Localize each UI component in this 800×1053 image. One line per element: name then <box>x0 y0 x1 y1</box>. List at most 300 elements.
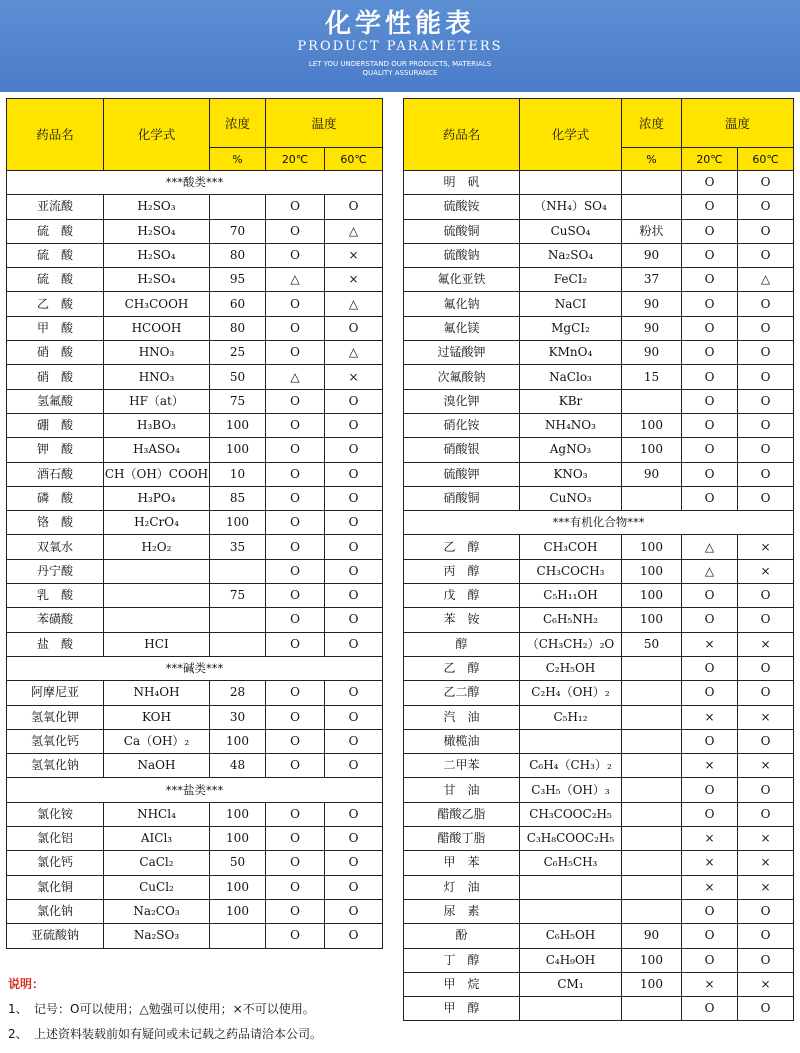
rating-60c: × <box>325 268 383 292</box>
rating-20c: O <box>266 681 325 705</box>
tagline: LET YOU UNDERSTAND OUR PRODUCTS, MATERIALS <box>308 60 492 68</box>
rating-20c: O <box>682 171 738 195</box>
concentration: 60 <box>210 292 266 316</box>
chemical-name: 丁 醇 <box>404 948 520 972</box>
table-row <box>404 365 794 389</box>
table-row <box>7 219 383 243</box>
chemical-name: 甲 酸 <box>7 316 104 340</box>
chemical-formula <box>520 171 622 195</box>
chemical-name: 硫酸铵 <box>404 195 520 219</box>
table-row <box>7 341 383 365</box>
chemical-name: 甲 烷 <box>404 972 520 996</box>
table-row <box>7 292 383 316</box>
chemical-formula <box>520 875 622 899</box>
table-row <box>404 219 794 243</box>
table-row <box>404 827 794 851</box>
chemical-formula: CuSO₄ <box>520 219 622 243</box>
concentration: 95 <box>210 268 266 292</box>
rating-20c: △ <box>682 559 738 583</box>
chemical-name: 阿摩尼亚 <box>7 681 104 705</box>
concentration: 100 <box>210 899 266 923</box>
table-row <box>404 997 794 1021</box>
chemical-name: 橄榄油 <box>404 729 520 753</box>
concentration <box>622 705 682 729</box>
chemical-formula: CuNO₃ <box>520 486 622 510</box>
rating-20c: O <box>266 438 325 462</box>
col-formula-header: 化学式 <box>104 99 210 171</box>
col-temp-header: 温度 <box>682 99 794 148</box>
rating-20c: O <box>266 584 325 608</box>
rating-20c: O <box>682 438 738 462</box>
table-row <box>7 389 383 413</box>
rating-60c: O <box>325 802 383 826</box>
chemical-name: 氟化钠 <box>404 292 520 316</box>
rating-60c: O <box>325 535 383 559</box>
page-subtitle: PRODUCT PARAMETERS <box>297 39 503 54</box>
chemical-name: 亚流酸 <box>7 195 104 219</box>
table-row <box>404 802 794 826</box>
rating-60c: O <box>325 316 383 340</box>
table-row <box>7 754 383 778</box>
rating-20c: O <box>266 875 325 899</box>
chemical-formula: H₃ASO₄ <box>104 438 210 462</box>
chemical-name: 氯化钠 <box>7 899 104 923</box>
table-row <box>404 243 794 267</box>
concentration: 100 <box>210 802 266 826</box>
chemical-formula: Na₂SO₃ <box>104 924 210 948</box>
concentration: 90 <box>622 462 682 486</box>
chemical-formula: CuCl₂ <box>104 875 210 899</box>
table-row <box>404 413 794 437</box>
notes-section <box>8 975 322 1050</box>
section-row <box>7 778 383 802</box>
rating-60c: O <box>738 389 794 413</box>
rating-20c: O <box>266 729 325 753</box>
note-text: 记号：O可以使用；△勉强可以使用；×不可以使用。 <box>34 1002 315 1016</box>
rating-20c: O <box>266 486 325 510</box>
table-row <box>404 608 794 632</box>
table-row <box>7 875 383 899</box>
concentration: 90 <box>622 341 682 365</box>
chemical-name: 氯化铜 <box>7 875 104 899</box>
section-label: ***碱类*** <box>7 656 383 680</box>
chemical-name: 硝化铵 <box>404 413 520 437</box>
chemical-name: 钾 酸 <box>7 438 104 462</box>
table-row <box>404 535 794 559</box>
rating-60c: O <box>738 462 794 486</box>
chemical-name: 乙 醇 <box>404 535 520 559</box>
concentration: 100 <box>622 535 682 559</box>
concentration <box>622 389 682 413</box>
chemical-name: 溴化钾 <box>404 389 520 413</box>
concentration <box>622 486 682 510</box>
chemical-name: 乳 酸 <box>7 584 104 608</box>
rating-60c: O <box>738 316 794 340</box>
table-row <box>7 316 383 340</box>
chemical-name: 氢氧化钙 <box>7 729 104 753</box>
chemical-name: 汽 油 <box>404 705 520 729</box>
chemical-name: 亚硫酸钠 <box>7 924 104 948</box>
rating-60c: O <box>738 899 794 923</box>
concentration: 25 <box>210 341 266 365</box>
table-row <box>7 268 383 292</box>
table-row <box>7 729 383 753</box>
rating-60c: O <box>325 462 383 486</box>
rating-20c: O <box>266 341 325 365</box>
rating-60c: O <box>325 754 383 778</box>
chemical-name: 双氧水 <box>7 535 104 559</box>
rating-60c: × <box>325 243 383 267</box>
chemical-formula: NHCl₄ <box>104 802 210 826</box>
chemical-formula: C₆H₅CH₃ <box>520 851 622 875</box>
rating-60c: O <box>738 924 794 948</box>
chemical-name: 甘 油 <box>404 778 520 802</box>
table-row <box>404 778 794 802</box>
chemical-formula: NH₄NO₃ <box>520 413 622 437</box>
chemical-formula: H₂SO₄ <box>104 243 210 267</box>
rating-20c: O <box>682 365 738 389</box>
concentration: 50 <box>622 632 682 656</box>
rating-20c: × <box>682 705 738 729</box>
chemical-name: 氢氧化钠 <box>7 754 104 778</box>
rating-60c: O <box>738 171 794 195</box>
chemical-formula <box>104 584 210 608</box>
concentration <box>210 608 266 632</box>
chemical-formula: MgCI₂ <box>520 316 622 340</box>
rating-20c: O <box>266 899 325 923</box>
chemical-name: 酒石酸 <box>7 462 104 486</box>
rating-60c: O <box>325 559 383 583</box>
rating-60c: O <box>738 681 794 705</box>
note-line <box>8 1025 322 1042</box>
chemical-formula: C₅H₁₁OH <box>520 584 622 608</box>
chemical-name: 醇 <box>404 632 520 656</box>
col-conc-header: 浓度 <box>210 99 266 148</box>
chemical-formula: （NH₄）SO₄ <box>520 195 622 219</box>
chemical-formula: HCOOH <box>104 316 210 340</box>
table-row <box>404 438 794 462</box>
rating-60c: O <box>325 511 383 535</box>
chemical-formula: Ca（OH）₂ <box>104 729 210 753</box>
chemical-name: 氟化镁 <box>404 316 520 340</box>
chemical-formula: Na₂SO₄ <box>520 243 622 267</box>
col-t60-header: 60℃ <box>325 148 383 171</box>
chemical-name: 丙 醇 <box>404 559 520 583</box>
table-row <box>404 486 794 510</box>
concentration <box>622 778 682 802</box>
concentration: 100 <box>210 511 266 535</box>
rating-60c: O <box>325 705 383 729</box>
table-row <box>7 705 383 729</box>
rating-60c: O <box>325 851 383 875</box>
rating-20c: O <box>266 632 325 656</box>
chemical-formula: NaClo₃ <box>520 365 622 389</box>
chemical-formula: H₂SO₄ <box>104 219 210 243</box>
chemical-name: 乙二醇 <box>404 681 520 705</box>
rating-60c: O <box>738 584 794 608</box>
chemical-name: 尿 素 <box>404 899 520 923</box>
chemical-name: 盐 酸 <box>7 632 104 656</box>
rating-60c: O <box>738 997 794 1021</box>
rating-20c: O <box>266 559 325 583</box>
chemical-formula: C₆H₄（CH₃）₂ <box>520 754 622 778</box>
concentration: 100 <box>210 875 266 899</box>
chemical-name: 氯化铝 <box>7 827 104 851</box>
concentration: 100 <box>622 413 682 437</box>
rating-20c: △ <box>266 365 325 389</box>
rating-60c: O <box>738 948 794 972</box>
rating-20c: O <box>682 924 738 948</box>
rating-20c: O <box>682 413 738 437</box>
table-row <box>7 802 383 826</box>
chemical-formula: C₆H₅OH <box>520 924 622 948</box>
rating-60c: O <box>738 438 794 462</box>
chemical-name: 氯化铵 <box>7 802 104 826</box>
concentration: 100 <box>210 729 266 753</box>
chemical-formula: C₂H₅OH <box>520 656 622 680</box>
concentration: 90 <box>622 292 682 316</box>
rating-60c: O <box>325 413 383 437</box>
col-t20-header: 20℃ <box>682 148 738 171</box>
chemical-name: 醋酸丁脂 <box>404 827 520 851</box>
rating-60c: △ <box>325 292 383 316</box>
rating-60c: O <box>738 486 794 510</box>
chemical-formula: HCI <box>104 632 210 656</box>
concentration: 100 <box>622 608 682 632</box>
rating-20c: O <box>266 608 325 632</box>
chemical-name: 硼 酸 <box>7 413 104 437</box>
chemical-formula: KMnO₄ <box>520 341 622 365</box>
table-row <box>404 632 794 656</box>
chemical-formula: AICl₃ <box>104 827 210 851</box>
concentration: 90 <box>622 924 682 948</box>
rating-60c: O <box>325 729 383 753</box>
chemical-formula: C₅H₁₂ <box>520 705 622 729</box>
rating-60c: O <box>738 413 794 437</box>
concentration: 15 <box>622 365 682 389</box>
rating-20c: O <box>682 802 738 826</box>
chemical-name: 醋酸乙脂 <box>404 802 520 826</box>
rating-60c: O <box>738 802 794 826</box>
concentration: 50 <box>210 851 266 875</box>
table-row <box>404 268 794 292</box>
concentration <box>210 195 266 219</box>
chemical-name: 丹宁酸 <box>7 559 104 583</box>
rating-20c: O <box>682 341 738 365</box>
rating-20c: O <box>682 729 738 753</box>
chemical-name: 铬 酸 <box>7 511 104 535</box>
chemical-name: 戊 醇 <box>404 584 520 608</box>
table-row <box>7 243 383 267</box>
rating-20c: O <box>682 997 738 1021</box>
chemical-formula: H₂O₂ <box>104 535 210 559</box>
col-t20-header: 20℃ <box>266 148 325 171</box>
table-row <box>404 341 794 365</box>
chemical-formula: KBr <box>520 389 622 413</box>
rating-60c: × <box>738 754 794 778</box>
chemical-name: 苯 铵 <box>404 608 520 632</box>
col-formula-header: 化学式 <box>520 99 622 171</box>
note-number: 1、 <box>8 1002 28 1016</box>
chemical-formula: CH（OH）COOH <box>104 462 210 486</box>
chemical-name: 氢氧化钾 <box>7 705 104 729</box>
col-conc-unit: % <box>622 148 682 171</box>
rating-20c: O <box>266 924 325 948</box>
chemical-formula: HNO₃ <box>104 365 210 389</box>
table-row <box>7 608 383 632</box>
rating-60c: O <box>738 656 794 680</box>
rating-60c: × <box>738 851 794 875</box>
rating-20c: O <box>266 851 325 875</box>
header-banner <box>0 0 800 92</box>
col-temp-header: 温度 <box>266 99 383 148</box>
table-row <box>404 462 794 486</box>
rating-60c: O <box>325 584 383 608</box>
concentration: 90 <box>622 243 682 267</box>
concentration: 10 <box>210 462 266 486</box>
table-row <box>404 681 794 705</box>
chemical-formula <box>104 559 210 583</box>
left-chemical-table <box>6 98 383 949</box>
rating-20c: O <box>682 316 738 340</box>
chemical-name: 氟化亚铁 <box>404 268 520 292</box>
table-row <box>404 705 794 729</box>
concentration: 80 <box>210 316 266 340</box>
rating-20c: O <box>682 656 738 680</box>
chemical-name: 乙 酸 <box>7 292 104 316</box>
rating-60c: × <box>738 535 794 559</box>
concentration: 48 <box>210 754 266 778</box>
rating-20c: O <box>682 219 738 243</box>
rating-20c: O <box>266 802 325 826</box>
rating-20c: O <box>266 292 325 316</box>
chemical-formula: H₃PO₄ <box>104 486 210 510</box>
chemical-name: 次氟酸钠 <box>404 365 520 389</box>
table-row <box>7 462 383 486</box>
concentration: 70 <box>210 219 266 243</box>
concentration: 37 <box>622 268 682 292</box>
rating-60c: O <box>325 924 383 948</box>
chemical-name: 硫 酸 <box>7 219 104 243</box>
concentration <box>210 632 266 656</box>
chemical-name: 硝 酸 <box>7 365 104 389</box>
table-row <box>7 899 383 923</box>
chemical-formula: AgNO₃ <box>520 438 622 462</box>
rating-20c: O <box>682 899 738 923</box>
chemical-formula: CH₃COOH <box>104 292 210 316</box>
concentration: 100 <box>622 972 682 996</box>
col-name-header: 药品名 <box>7 99 104 171</box>
rating-20c: O <box>266 389 325 413</box>
chemical-formula: H₂SO₃ <box>104 195 210 219</box>
concentration: 30 <box>210 705 266 729</box>
chemical-name: 硫酸钾 <box>404 462 520 486</box>
rating-20c: O <box>266 243 325 267</box>
chemical-name: 硝酸银 <box>404 438 520 462</box>
rating-20c: O <box>266 511 325 535</box>
chemical-formula <box>520 729 622 753</box>
rating-20c: O <box>682 681 738 705</box>
section-label: ***酸类*** <box>7 171 383 195</box>
rating-20c: O <box>682 389 738 413</box>
table-row <box>404 389 794 413</box>
rating-20c: × <box>682 827 738 851</box>
table-row <box>404 924 794 948</box>
col-t60-header: 60℃ <box>738 148 794 171</box>
rating-60c: O <box>325 632 383 656</box>
chemical-name: 硫 酸 <box>7 268 104 292</box>
concentration <box>622 656 682 680</box>
table-row <box>7 365 383 389</box>
concentration <box>210 559 266 583</box>
chemical-formula: C₃H₈COOC₂H₅ <box>520 827 622 851</box>
chemical-formula: CH₃COOC₂H₅ <box>520 802 622 826</box>
rating-20c: O <box>682 486 738 510</box>
table-row <box>7 535 383 559</box>
concentration <box>622 195 682 219</box>
rating-20c: O <box>266 462 325 486</box>
concentration: 28 <box>210 681 266 705</box>
rating-60c: O <box>738 365 794 389</box>
section-row <box>404 511 794 535</box>
chemical-formula: NaOH <box>104 754 210 778</box>
rating-60c: O <box>738 341 794 365</box>
rating-20c: O <box>682 268 738 292</box>
rating-20c: O <box>266 316 325 340</box>
rating-20c: O <box>682 778 738 802</box>
table-row <box>7 413 383 437</box>
rating-20c: × <box>682 875 738 899</box>
concentration: 100 <box>210 438 266 462</box>
chemical-formula: C₄H₉OH <box>520 948 622 972</box>
chemical-name: 甲 苯 <box>404 851 520 875</box>
table-row <box>7 584 383 608</box>
rating-20c: O <box>266 535 325 559</box>
rating-60c: O <box>325 438 383 462</box>
table-row <box>7 559 383 583</box>
page-title: 化学性能表 <box>324 9 475 39</box>
concentration: 100 <box>622 948 682 972</box>
table-row <box>404 656 794 680</box>
rating-60c: O <box>325 875 383 899</box>
table-row <box>7 632 383 656</box>
chemical-name: 甲 醇 <box>404 997 520 1021</box>
notes-title: 说明： <box>8 977 45 991</box>
rating-60c: × <box>738 875 794 899</box>
rating-60c: × <box>325 365 383 389</box>
rating-60c: O <box>738 219 794 243</box>
rating-60c: △ <box>325 219 383 243</box>
chemical-formula: CM₁ <box>520 972 622 996</box>
rating-20c: × <box>682 851 738 875</box>
chemical-name: 硫 酸 <box>7 243 104 267</box>
chemical-name: 过锰酸钾 <box>404 341 520 365</box>
concentration: 100 <box>622 438 682 462</box>
rating-20c: O <box>266 754 325 778</box>
concentration <box>622 681 682 705</box>
table-row <box>7 851 383 875</box>
right-chemical-table <box>403 98 794 1021</box>
chemical-name: 苯磺酸 <box>7 608 104 632</box>
rating-60c: × <box>738 827 794 851</box>
chemical-formula: H₂SO₄ <box>104 268 210 292</box>
rating-20c: O <box>266 195 325 219</box>
chemical-formula: C₆H₅NH₂ <box>520 608 622 632</box>
table-row <box>404 729 794 753</box>
rating-60c: O <box>325 608 383 632</box>
chemical-formula: HF（at） <box>104 389 210 413</box>
table-row <box>404 875 794 899</box>
